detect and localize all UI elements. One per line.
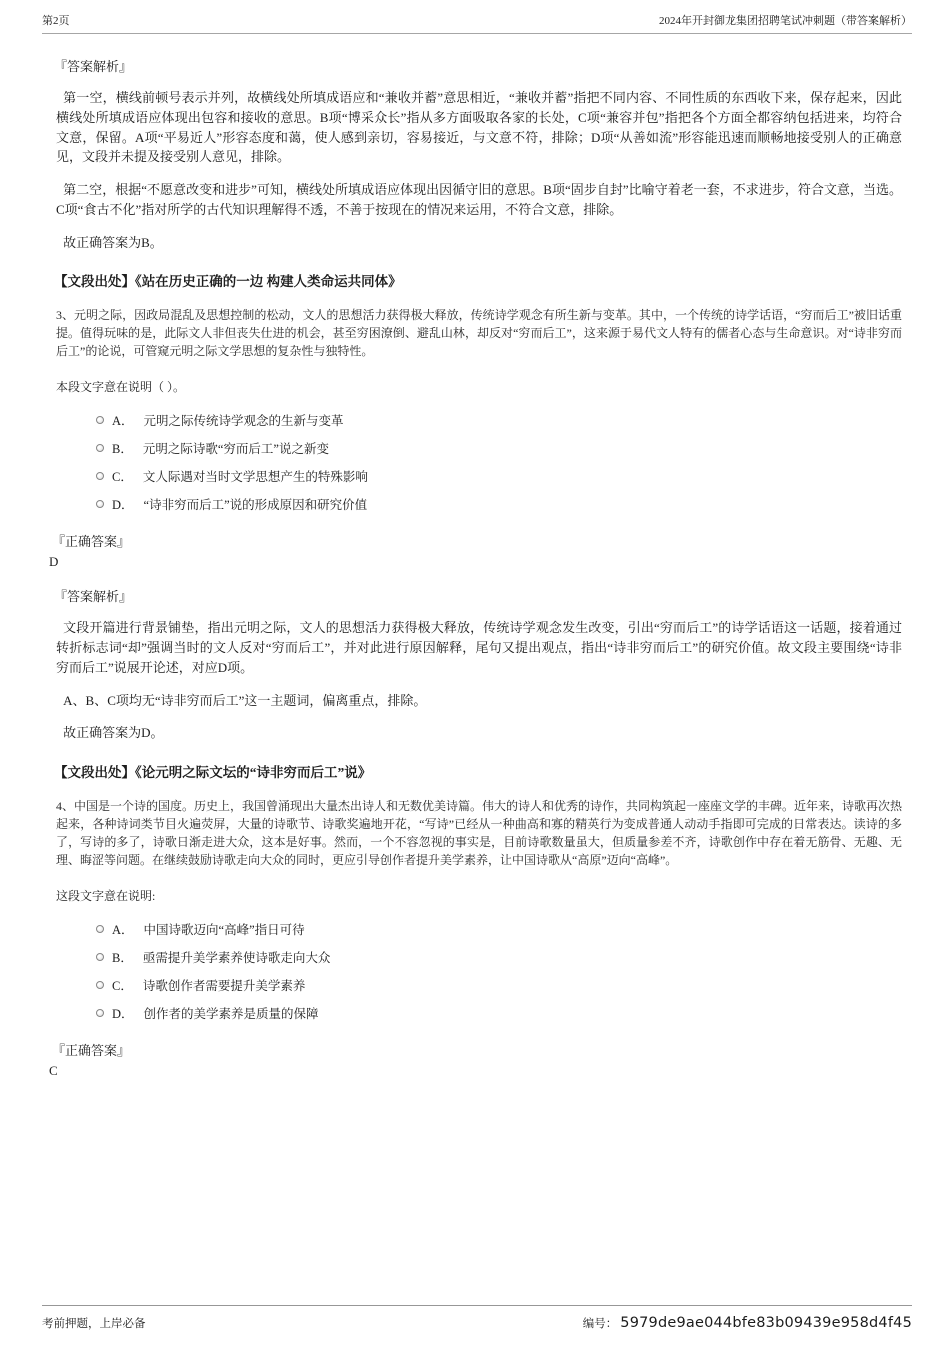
- source-line: 【文段出处】《站在历史正确的一边 构建人类命运共同体》: [54, 274, 402, 290]
- question-3-prompt: 本段文字意在说明（ ）。: [56, 380, 186, 395]
- option-text: 创作者的美学素养是质量的保障: [143, 1007, 319, 1021]
- correct-answer-heading: 『正确答案』: [52, 1043, 131, 1058]
- option-text: 中国诗歌迈向“高峰”指日可待: [143, 923, 305, 937]
- question-4-stem: 4、中国是一个诗的国度。历史上，我国曾涌现出大量杰出诗人和无数优美诗篇。伟大的诗人和优秀的诗作，共同构筑起一座座文学的丰碑。近年来，诗歌再次热起来，各种诗词类节目火遍荧屏，大量的诗歌节、诗歌奖遍地开花，“写诗”已经从一种曲高和寡的精英行为变成普通人动动手指即可完成的日常表达。读诗的多了，写诗的多了，诗歌日渐走进大众，这本是好事。然而，一个不容忽视的事实是，目前诗歌数量虽大，但质量参差不齐，诗歌创作中存在着无筋骨、无趣、无理、晦涩等问题。在继续鼓励诗歌走向大众的同时，更应引导创作者提升美学素养，让中国诗歌从“高原”迈向“高峰”。: [56, 799, 903, 867]
- radio-icon[interactable]: [96, 925, 104, 933]
- analysis-paragraph: A、B、C项均无“诗非穷而后工”这一主题词，偏离重点，排除。: [63, 692, 427, 708]
- option-c[interactable]: [96, 976, 902, 994]
- analysis-heading: 『答案解析』: [54, 589, 133, 605]
- option-letter: C．: [112, 979, 133, 993]
- page-header: [42, 12, 912, 34]
- source-line: 【文段出处】《论元明之际文坛的“诗非穷而后工”说》: [54, 765, 372, 780]
- option-a[interactable]: [96, 920, 902, 938]
- document-title: 2024年开封御龙集团招聘笔试冲刺题（带答案解析）: [659, 15, 912, 27]
- analysis-paragraph: 文段开篇进行背景铺垫，指出元明之际，文人的思想活力获得极大释放，传统诗学观念发生改变，引出“穷而后工”的诗学话语这一话题，接着通过转折标志词“却”强调当时的文人反对“穷而后工”，并对此进行原因解释，尾句又提出观点，指出“诗非穷而后工”的研究价值。故文段主要围绕“诗非穷而后工”说展开论述，对应D项。: [56, 620, 902, 675]
- option-text: 元明之际传统诗学观念的生新与变革: [143, 414, 344, 429]
- option-b[interactable]: [96, 439, 902, 457]
- code-value: 5979de9ae044bfe83b09439e958d4f45: [620, 1315, 912, 1331]
- option-text: 诗歌创作者需要提升美学素养: [142, 979, 306, 993]
- code-label: 编号：: [582, 1318, 618, 1330]
- radio-icon[interactable]: [96, 416, 104, 424]
- correct-answer-heading: 『正确答案』: [52, 534, 131, 550]
- analysis-paragraph: 第二空，根据“不愿意改变和进步”可知，横线处所填成语应体现出因循守旧的意思。B项“固步自封”比喻守着老一套，不求进步，符合文意，当选。C项“食古不化”指对所学的古代知识理解得不透，不善于按现在的情况来运用，不符合文意，排除。: [56, 182, 902, 217]
- correct-answer-value: C: [49, 1063, 58, 1078]
- option-letter: A．: [112, 414, 134, 429]
- footer-code: [583, 1315, 912, 1331]
- option-text: 元明之际诗歌“穷而后工”说之新变: [142, 442, 329, 457]
- option-text: 亟需提升美学素养使诗歌走向大众: [142, 951, 331, 965]
- option-text: “诗非穷而后工”说的形成原因和研究价值: [143, 498, 368, 513]
- option-letter: B．: [112, 442, 133, 457]
- radio-icon[interactable]: [96, 1009, 104, 1017]
- content-area: [49, 40, 903, 1085]
- question-4-options: [96, 920, 902, 1022]
- option-b[interactable]: [96, 948, 902, 966]
- option-letter: C．: [112, 470, 133, 485]
- question-3-options: [96, 411, 902, 513]
- radio-icon[interactable]: [96, 472, 104, 480]
- conclusion-line: 故正确答案为D。: [63, 725, 164, 741]
- option-letter: D．: [112, 1007, 134, 1021]
- option-text: 文人际遇对当时文学思想产生的特殊影响: [142, 470, 368, 485]
- option-d[interactable]: [96, 495, 902, 513]
- analysis-paragraph: 第一空，横线前顿号表示并列，故横线处所填成语应和“兼收并蓄”意思相近，“兼收并蓄”指把不同内容、不同性质的东西收下来，保存起来，因此横线处所填成语应体现出包容和接收的意思。B项“博采众长”指从多方面吸取各家的长处，C项“兼容并包”指把各个方面全都容纳包括进来，均符合文意，保留。A项“平易近人”形容态度和蔼，使人感到亲切，容易接近，与文意不符，排除；D项“从善如流”形容能迅速而顺畅地接受别人的正确意见，文段并未提及接受别人意见，排除。: [56, 90, 902, 165]
- option-a[interactable]: [96, 411, 902, 429]
- option-letter: A．: [112, 923, 134, 937]
- conclusion-line: 故正确答案为B。: [63, 234, 163, 250]
- correct-answer-value: D: [49, 554, 59, 570]
- analysis-heading: 『答案解析』: [54, 59, 133, 74]
- option-d[interactable]: [96, 1004, 902, 1022]
- page-number: 第2页: [42, 15, 70, 27]
- radio-icon[interactable]: [96, 444, 104, 452]
- footer-slogan: 考前押题，上岸必备: [42, 1318, 146, 1330]
- option-letter: D．: [112, 498, 134, 513]
- question-3-stem: 3、元明之际，因政局混乱及思想控制的松动，文人的思想活力获得极大释放，传统诗学观念有所生新与变革。其中，一个传统的诗学话语，“穷而后工”被旧话重提。值得玩味的是，此际文人非但丧失仕进的机会，甚至穷困潦倒、避乱山林，却反对“穷而后工”，这来源于易代文人特有的儒者心态与生命意识。对“诗非穷而后工”的论说，可管窥元明之际文学思想的复杂性与独特性。: [56, 308, 902, 359]
- radio-icon[interactable]: [96, 981, 104, 989]
- page-footer: [42, 1305, 912, 1331]
- radio-icon[interactable]: [96, 500, 104, 508]
- option-letter: B．: [112, 951, 133, 965]
- question-4-prompt: 这段文字意在说明:: [56, 889, 156, 903]
- radio-icon[interactable]: [96, 953, 104, 961]
- option-c[interactable]: [96, 467, 902, 485]
